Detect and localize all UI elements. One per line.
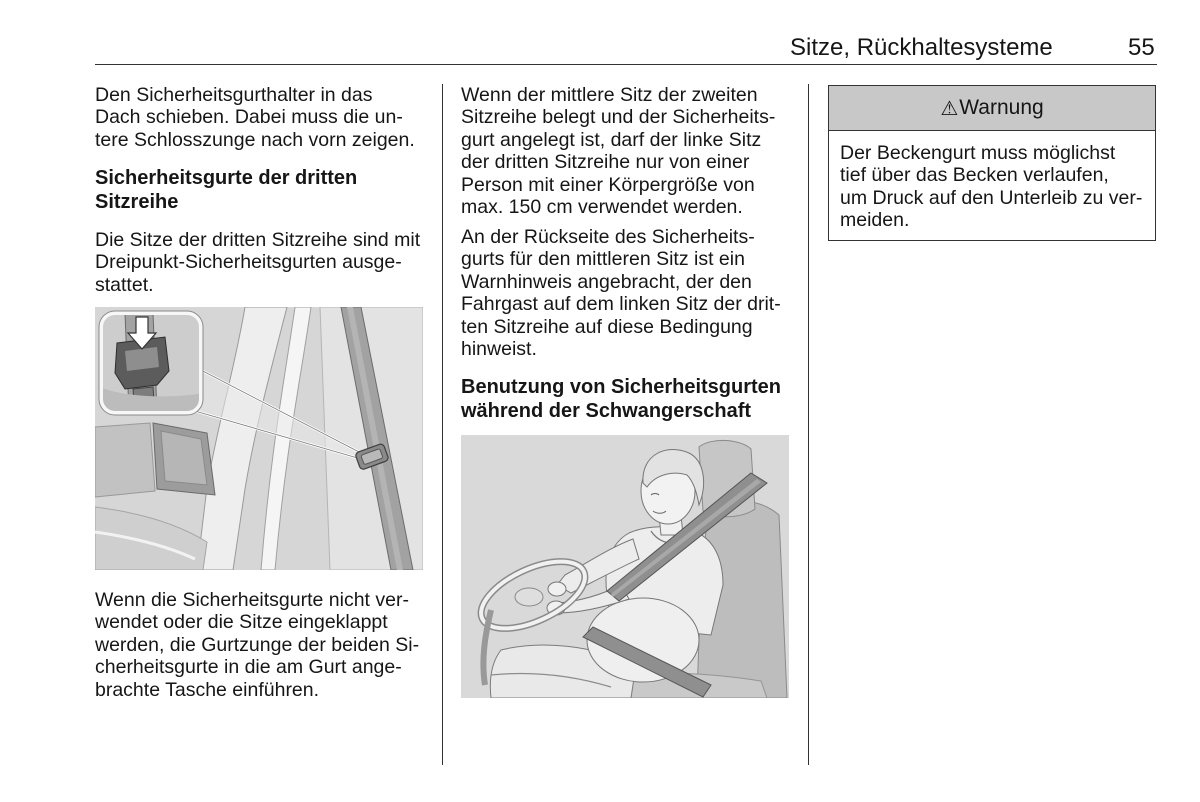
steering-hub — [515, 588, 543, 606]
text-line: tere Schlosszunge nach vorn zeigen. — [95, 128, 415, 151]
heading-line: Sicherheitsgurte der dritten — [95, 167, 358, 189]
illustration-svg — [95, 307, 423, 570]
col1-intro-paragraph — [95, 84, 415, 151]
text-line: Dreipunkt-Sicherheitsgurten ausge- — [95, 251, 402, 274]
heading-line: während der Schwangerschaft — [461, 400, 752, 422]
text-line: hinweist. — [461, 338, 537, 361]
text-line: Den Sicherheitsgurthalter in das — [95, 84, 373, 106]
illustration-svg — [461, 435, 789, 698]
col1-storage-paragraph — [95, 589, 419, 701]
text-line: meiden. — [840, 209, 910, 232]
text-line: Fahrgast auf dem linken Sitz der drit- — [461, 293, 781, 316]
text-line: gurt angelegt ist, darf der linke Sitz — [461, 128, 762, 151]
text-line: Person mit einer Körpergröße von — [461, 173, 755, 196]
column-divider-1 — [442, 84, 443, 765]
text-line: Sitzreihe belegt und der Sicherheits- — [461, 106, 776, 129]
col2-paragraph-2 — [461, 226, 781, 360]
col1-body-paragraph — [95, 229, 420, 296]
buckle-holder-inset — [99, 311, 205, 417]
text-line: der dritten Sitzreihe nur von einer — [461, 151, 750, 174]
text-line: Wenn der mittlere Sitz der zweiten — [461, 84, 758, 106]
warning-text — [840, 142, 1142, 232]
warning-triangle-icon — [940, 98, 958, 118]
text-line: wendet oder die Sitze eingeklappt — [95, 611, 388, 634]
text-line: um Druck auf den Unterleib zu ver- — [840, 186, 1143, 209]
section-title: Sitze, Rückhaltesysteme — [790, 34, 1053, 61]
pregnancy-seatbelt-illustration — [461, 435, 789, 698]
col1-section-heading — [95, 167, 357, 214]
text-line: brachte Tasche einführen. — [95, 678, 320, 701]
text-line: cherheitsgurte in die am Gurt ange- — [95, 656, 402, 679]
text-line: gurts für den mittleren Sitz ist ein — [461, 248, 745, 271]
warning-box — [828, 85, 1156, 241]
third-row-seatbelt-illustration — [95, 307, 423, 570]
column-divider-2 — [808, 84, 809, 765]
heading-line: Benutzung von Sicherheitsgurten — [461, 376, 782, 398]
text-line: Der Beckengurt muss möglichst — [840, 142, 1116, 164]
page-number: 55 — [1128, 34, 1155, 61]
text-line: stattet. — [95, 273, 154, 296]
rear-panel — [95, 423, 215, 497]
col2-section-heading — [461, 375, 781, 423]
text-line: max. 150 cm verwendet werden. — [461, 196, 743, 219]
header-rule — [95, 64, 1157, 65]
warning-title: Warnung — [959, 96, 1044, 119]
text-line: werden, die Gurtzunge der beiden Si- — [95, 633, 420, 656]
col2-paragraph-1 — [461, 84, 775, 218]
text-line: tief über das Becken verlaufen, — [840, 164, 1109, 187]
hand — [548, 582, 566, 596]
text-line: An der Rückseite des Sicherheits- — [461, 226, 755, 248]
text-line: Wenn die Sicherheitsgurte nicht ver- — [95, 589, 409, 611]
text-line: ten Sitzreihe auf diese Bedingung — [461, 315, 753, 338]
text-line: Warnhinweis angebracht, der den — [461, 270, 752, 293]
heading-line: Sitzreihe — [95, 190, 179, 213]
text-line: Die Sitze der dritten Sitzreihe sind mit — [95, 229, 421, 251]
text-line: Dach schieben. Dabei muss die un- — [95, 106, 403, 129]
warning-header — [829, 86, 1155, 131]
